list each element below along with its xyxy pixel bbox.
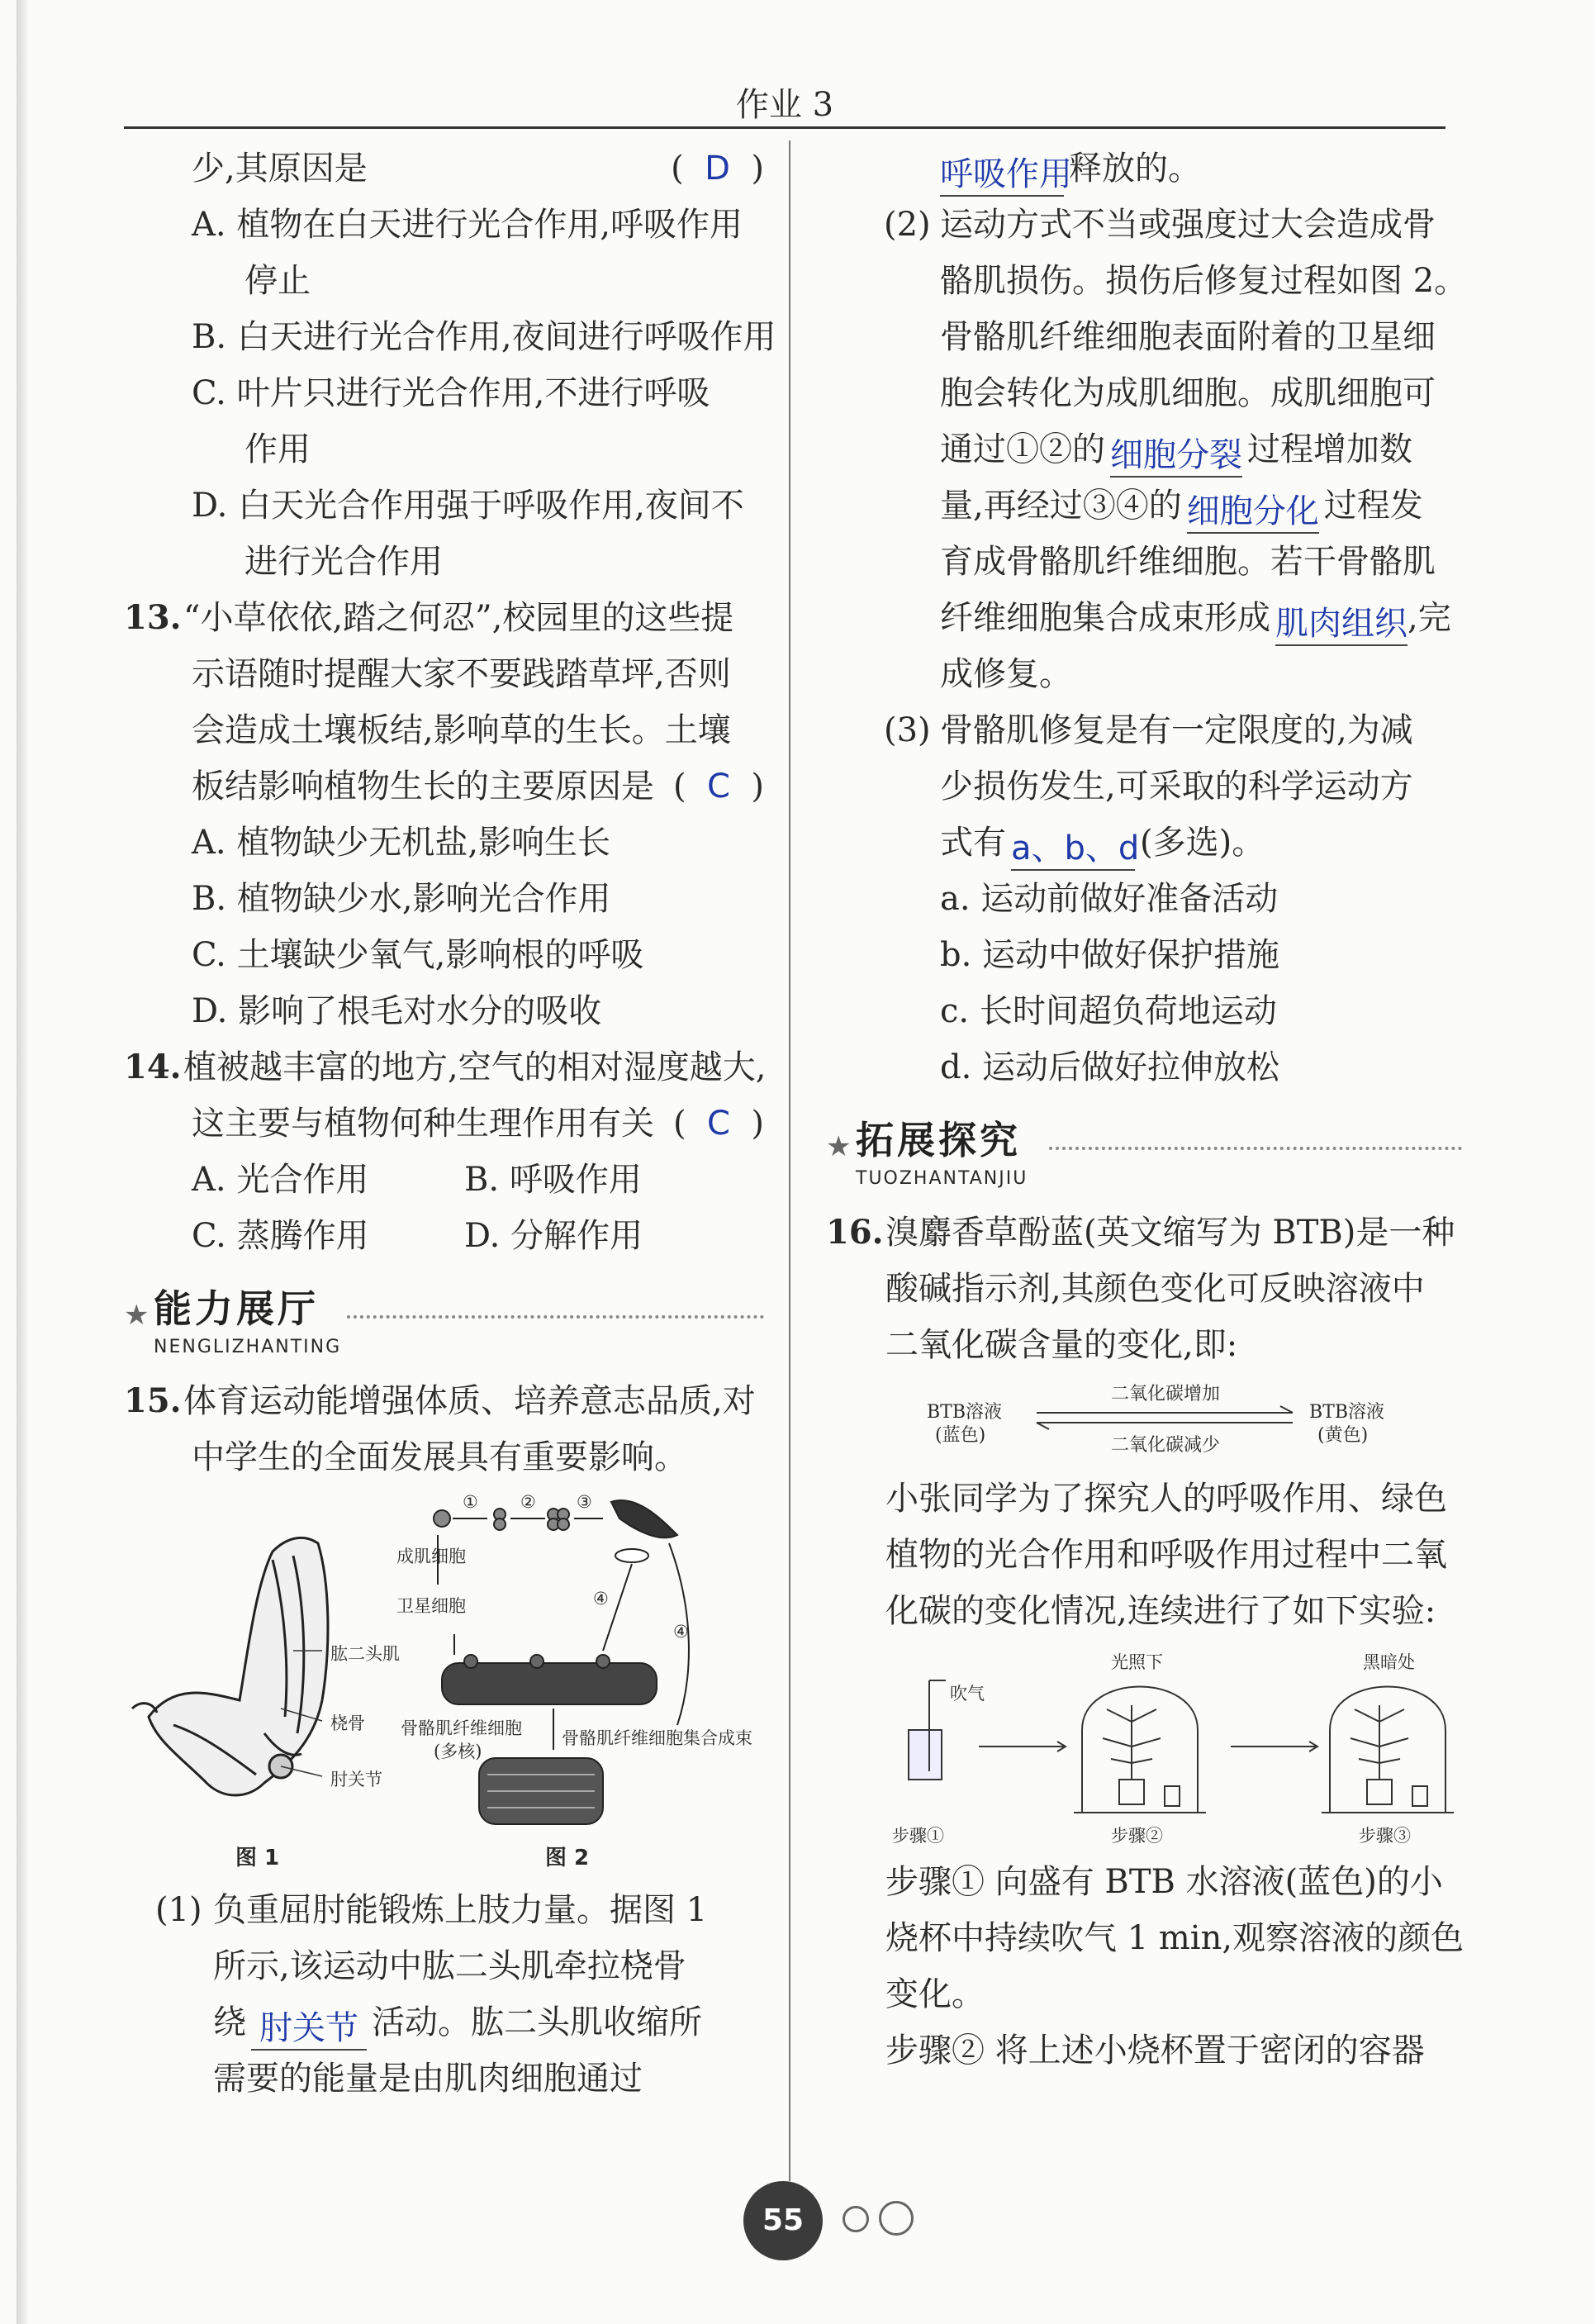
q15-sub2-text: 运动方式不当或强度过大会造成骨: [940, 206, 1436, 244]
q15-sub3-line-3: [826, 815, 1462, 871]
q15-sub2-line-2: 骼肌损伤。损伤后修复过程如图 2。: [940, 262, 1468, 300]
q15-sub2-l5-post: 过程增加数: [1247, 430, 1412, 468]
header-title: 作业 3: [735, 86, 834, 124]
banner-dotted-rule: [347, 1315, 764, 1319]
option-text: 光合作用: [236, 1161, 369, 1199]
label-biceps: 肱二头肌: [330, 1644, 400, 1664]
q16-step1-line-3: 变化。: [885, 1975, 985, 2013]
q12-option-d-cont: 进行光合作用: [244, 543, 443, 581]
answer-blank-cell-differentiation: 细胞分化: [1187, 491, 1319, 534]
q15-line-2: 中学生的全面发展具有重要影响。: [192, 1438, 687, 1476]
q12-stem-text: 少,其原因是: [192, 150, 368, 188]
q15-sub3-number: (3): [884, 711, 931, 749]
answer-blank-muscle-tissue: 肌肉组织: [1275, 603, 1407, 646]
q13-line-3: 会造成土壤板结,影响草的生长。土壤: [192, 711, 731, 749]
q12-answer: D: [705, 150, 730, 188]
decorative-circle-icon: [879, 2201, 914, 2236]
q15-text: 体育运动能增强体质、培养意志品质,对: [183, 1382, 756, 1420]
figure-1-caption: 图 1: [235, 1846, 280, 1870]
right-column: [826, 140, 1468, 2079]
q13-option-b: [124, 871, 764, 927]
star-icon: ★: [124, 1299, 150, 1332]
label-step1: 步骤①: [892, 1826, 944, 1846]
q13-text: 板结影响植物生长的主要原因是: [192, 768, 654, 806]
option-letter: D.: [464, 1217, 501, 1255]
q15-figures: [124, 1485, 764, 1882]
q14-option-d: [464, 1208, 643, 1264]
section-banner-ability: [124, 1276, 764, 1368]
q15-sub1-end: [826, 140, 1462, 197]
option-text: 呼吸作用: [509, 1161, 642, 1199]
q15-sub1-text: 负重屈肘能锻炼上肢力量。据图 1: [213, 1891, 708, 1929]
option-letter: C.: [192, 374, 226, 412]
q14-text: 这主要与植物何种生理作用有关: [192, 1105, 654, 1143]
figure-2-caption: 图 2: [545, 1846, 590, 1870]
step-label-1: ①: [463, 1492, 478, 1512]
q13-option-c: [124, 927, 764, 983]
option-text: 蒸腾作用: [236, 1217, 369, 1255]
q15-sub3-line-1: [826, 702, 1462, 758]
q16-line-3: 二氧化碳含量的变化,即:: [885, 1326, 1238, 1364]
q12-option-b: [124, 309, 776, 365]
q15-number: 15.: [124, 1381, 182, 1420]
label-satellite-cell: 卫星细胞: [396, 1596, 466, 1616]
option-text: 长时间超负荷地运动: [979, 992, 1277, 1030]
option-text: 白天光合作用强于呼吸作用,夜间不: [238, 487, 744, 525]
label-step2: 步骤②: [1111, 1826, 1163, 1846]
q15-line-1: [124, 1373, 764, 1429]
option-text: 影响了根毛对水分的吸收: [238, 992, 602, 1030]
btb-right-label: BTB溶液: [1309, 1402, 1385, 1423]
q16-number: 16.: [826, 1213, 884, 1252]
label-fiber-bundle: 骨骼肌纤维细胞集合成束: [562, 1728, 752, 1748]
step-label-4b: ④: [673, 1622, 689, 1642]
q15-sub3-text: 骨骼肌修复是有一定限度的,为减: [940, 711, 1413, 749]
left-column: [124, 140, 776, 2107]
experiment-diagram: [826, 1639, 1462, 1854]
q13-number: 13.: [124, 598, 182, 637]
option-text: 运动前做好准备活动: [980, 880, 1279, 918]
q14-option-c: [192, 1208, 464, 1264]
banner-pinyin: TUOZHANTANJIU: [856, 1168, 1028, 1189]
label-dark: 黑暗处: [1363, 1652, 1415, 1672]
q16-step2-line-1: 步骤② 将上述小烧杯置于密闭的容器: [885, 2032, 1425, 2070]
page-header: [124, 78, 1445, 128]
banner-title: 拓展探究: [856, 1118, 1021, 1162]
q14-options-row-1: [124, 1152, 764, 1208]
q15-sub2-l8-pre: 纤维细胞集合成束形成: [940, 599, 1270, 637]
q13-answer-paren: ( C ): [672, 768, 764, 806]
btb-right-color: (黄色): [1317, 1425, 1369, 1446]
banner-title: 能力展厅: [154, 1286, 319, 1331]
option-letter: A.: [192, 1161, 226, 1199]
step-label-2: ②: [520, 1492, 536, 1512]
q12-paren-close: ): [751, 150, 764, 188]
option-text: 分解作用: [510, 1217, 643, 1255]
banner-dotted-rule: [1049, 1147, 1462, 1150]
label-multinucleate: (多核): [434, 1742, 482, 1761]
q15-sub2-line-3: 骨骼肌纤维细胞表面附着的卫星细: [940, 318, 1436, 356]
q13-line-4: [124, 758, 764, 815]
q12-option-c: [124, 365, 764, 421]
option-text: 运动后做好拉伸放松: [982, 1048, 1280, 1086]
q15-sub3-line-2: 少损伤发生,可采取的科学运动方: [940, 768, 1413, 806]
q14-line-2: [124, 1095, 764, 1152]
option-letter: d.: [940, 1048, 972, 1086]
q15-sub3-l3-post: (多选)。: [1140, 824, 1265, 862]
option-text: 植物缺少无机盐,影响生长: [236, 824, 611, 862]
section-banner-explore: [826, 1107, 1462, 1200]
q15-sub2-l6-post: 过程发: [1323, 487, 1423, 525]
option-letter: B.: [192, 880, 227, 918]
option-letter: C.: [192, 936, 226, 974]
option-text: 植物缺少水,影响光合作用: [236, 880, 611, 918]
q15-sub2-line-6: [826, 478, 1462, 534]
q15-sub1-line-3: [124, 1994, 764, 2051]
q16-line-6: 化碳的变化情况,连续进行了如下实验:: [885, 1592, 1436, 1630]
q15-sub2-line-7: 育成骨骼肌纤维细胞。若干骨骼肌: [940, 543, 1436, 581]
q14-option-a: [192, 1152, 464, 1208]
q13-text: “小草依依,踏之何忍”,校园里的这些提: [183, 599, 734, 637]
q15-sub1-line-2: 所示,该运动中肱二头肌牵拉桡骨: [213, 1947, 686, 1985]
option-letter: A.: [192, 206, 226, 244]
decorative-circle-icon: [843, 2206, 869, 2232]
label-elbow-joint: 肘关节: [330, 1770, 382, 1789]
q16-line-1: [826, 1205, 1462, 1261]
option-letter: B.: [464, 1161, 500, 1199]
q15-sub2-l6-pre: 量,再经过③④的: [940, 487, 1182, 525]
q14-option-b: [464, 1152, 642, 1208]
q16-line-5: 植物的光合作用和呼吸作用过程中二氧: [885, 1536, 1447, 1574]
q12-option-c-cont: 作用: [244, 430, 311, 468]
q15-sub1-pre: 绕: [213, 2003, 246, 2041]
reversible-arrow-icon: [826, 1373, 1462, 1471]
label-light: 光照下: [1111, 1652, 1163, 1672]
option-text: 土壤缺少氧气,影响根的呼吸: [236, 936, 644, 974]
q15-sub1-number: (1): [155, 1891, 202, 1929]
btb-co2-increase: 二氧化碳增加: [1111, 1384, 1221, 1404]
btb-left-label: BTB溶液: [927, 1402, 1003, 1423]
answer-blank-choices: a、b、d: [1011, 828, 1135, 871]
q12-answer-paren: [671, 140, 764, 197]
q14-answer: C: [707, 1105, 730, 1143]
option-letter: b.: [940, 936, 972, 974]
banner-pinyin: NENGLIZHANTING: [154, 1337, 342, 1357]
q15-sub2-line-4: 胞会转化为成肌细胞。成肌细胞可: [940, 374, 1436, 412]
q15-sub2-l5-pre: 通过①②的: [940, 430, 1105, 468]
option-text: 运动中做好保护措施: [982, 936, 1280, 974]
q15-sub2-line-9: 成修复。: [940, 655, 1072, 693]
q15-sub2-l8-post: ,完: [1407, 599, 1451, 637]
star-icon: ★: [826, 1130, 852, 1163]
q16-step1-line-2: 烧杯中持续吹气 1 min,观察溶液的颜色: [885, 1919, 1464, 1957]
q14-answer-paren: ( C ): [672, 1105, 764, 1143]
label-step3: 步骤③: [1359, 1826, 1411, 1846]
btb-left-color: (蓝色): [935, 1425, 986, 1446]
q15-sub1-line-4: 需要的能量是由肌肉细胞通过: [213, 2060, 643, 2098]
q12-option-a-cont: 停止: [244, 262, 311, 300]
q16-line-4: 小张同学为了探究人的呼吸作用、绿色: [885, 1480, 1447, 1518]
label-radius: 桡骨: [330, 1713, 365, 1733]
q15-sub3-option-a: [826, 871, 1462, 927]
q14-options-row-2: [124, 1208, 764, 1264]
q14-text: 植被越丰富的地方,空气的相对湿度越大,: [183, 1048, 767, 1086]
q13-option-d: [124, 983, 764, 1039]
option-letter: D.: [192, 992, 228, 1030]
q16-line-2: 酸碱指示剂,其颜色变化可反映溶液中: [885, 1270, 1425, 1308]
page-edge-shadow: [17, 0, 28, 2324]
btb-color-diagram: [826, 1373, 1462, 1471]
option-text: 植物在白天进行光合作用,呼吸作用: [236, 206, 743, 244]
q15-sub3-option-b: [826, 927, 1462, 983]
label-blow: 吹气: [950, 1684, 985, 1704]
option-letter: a.: [940, 880, 971, 918]
option-letter: C.: [192, 1217, 226, 1255]
q15-sub1-post: 活动。肱二头肌收缩所: [372, 2003, 702, 2041]
option-letter: c.: [940, 992, 970, 1030]
q13-line-1: [124, 590, 764, 646]
step-label-4a: ④: [593, 1589, 609, 1609]
cell-process-illustration: [434, 1500, 689, 1824]
answer-blank-respiration: 呼吸作用: [940, 154, 1064, 197]
q15-sub3-l3-pre: 式有: [940, 824, 1006, 862]
q14-number: 14.: [124, 1048, 182, 1086]
q15-sub3-option-c: [826, 983, 1462, 1039]
q12-stem-tail: [124, 140, 764, 197]
answer-blank-elbow: 肘关节: [251, 2008, 367, 2051]
option-text: 叶片只进行光合作用,不进行呼吸: [236, 374, 710, 412]
option-letter: B.: [192, 318, 227, 356]
q15-sub2-line-1: [826, 197, 1462, 253]
btb-co2-decrease: 二氧化碳减少: [1111, 1435, 1221, 1456]
page-number: 55: [743, 2181, 823, 2260]
q15-sub1-end-text: 释放的。: [1069, 150, 1201, 188]
arm-illustration: [132, 1537, 328, 1795]
q13-answer: C: [707, 768, 730, 806]
q15-sub3-option-d: [826, 1039, 1462, 1095]
answer-blank-cell-division: 细胞分裂: [1110, 435, 1242, 478]
q12-option-d: [124, 478, 764, 534]
q15-sub1-line-1: [124, 1882, 764, 1938]
q14-line-1: [124, 1039, 767, 1095]
option-text: 白天进行光合作用,夜间进行呼吸作用: [236, 318, 776, 356]
header-rule: [124, 126, 1445, 129]
label-myoblast: 成肌细胞: [396, 1547, 466, 1566]
q13-line-2: 示语随时提醒大家不要践踏草坪,否则: [192, 655, 731, 693]
option-letter: A.: [192, 824, 226, 862]
column-divider: [789, 140, 790, 2181]
option-letter: D.: [192, 487, 228, 525]
q13-option-a: [124, 815, 764, 871]
label-muscle-fiber: 骨骼肌纤维细胞: [401, 1718, 522, 1738]
step-label-3: ③: [577, 1492, 592, 1512]
q15-sub2-number: (2): [884, 206, 931, 244]
q16-step1-line-1: 步骤① 向盛有 BTB 水溶液(蓝色)的小: [885, 1863, 1443, 1901]
q12-paren-open: (: [671, 150, 684, 188]
q15-sub2-line-5: [826, 421, 1462, 478]
q15-sub2-line-8: [826, 590, 1462, 646]
q16-text: 溴麝香草酚蓝(英文缩写为 BTB)是一种: [885, 1214, 1455, 1252]
q12-option-a: [124, 197, 764, 253]
